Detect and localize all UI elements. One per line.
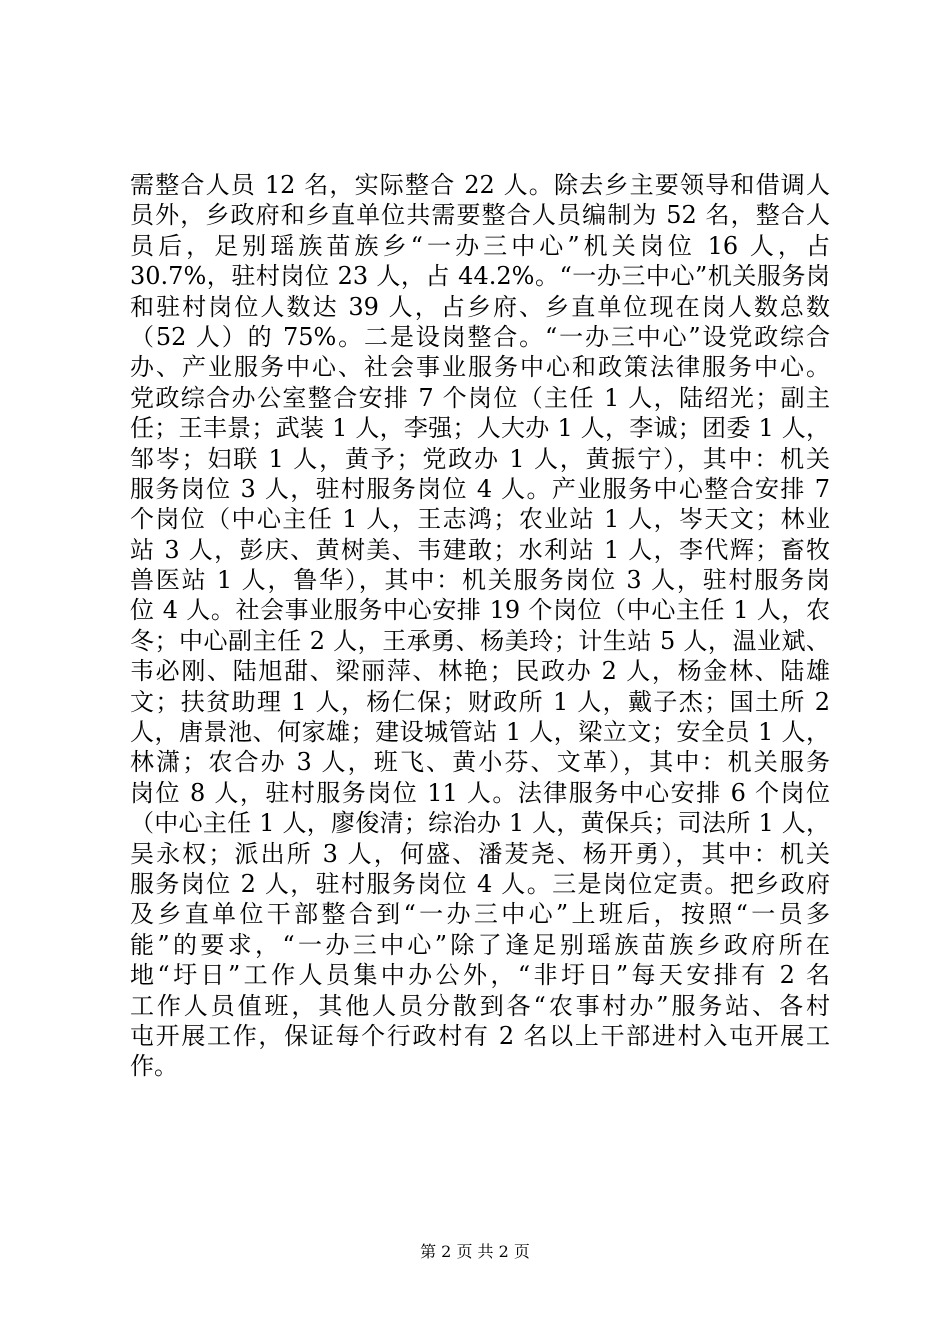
text-line: 岗位 8 人，驻村服务岗位 11 人。法律服务中心安排 6 个岗位 xyxy=(130,778,830,807)
text-line: 任；王丰景；武装 1 人，李强；人大办 1 人，李诚；团委 1 人， xyxy=(130,414,830,443)
text-line: 服务岗位 2 人，驻村服务岗位 4 人。三是岗位定责。把乡政府 xyxy=(130,869,830,898)
text-line: 30.7%，驻村岗位 23 人，占 44.2%。“一办三中心”机关服务岗 xyxy=(130,262,830,291)
text-line: 吴永权；派出所 3 人，何盛、潘茇尧、杨开勇），其中：机关 xyxy=(130,839,830,868)
page-footer: 第 2 页 共 2 页 xyxy=(420,1242,530,1261)
text-line: 服务岗位 3 人，驻村服务岗位 4 人。产业服务中心整合安排 7 xyxy=(130,474,830,503)
text-line: 及乡直单位干部整合到“一办三中心”上班后，按照“一员多 xyxy=(130,900,830,929)
body-paragraph xyxy=(130,170,830,1082)
text-line: 个岗位（中心主任 1 人，王志鸿；农业站 1 人，岑天文；林业 xyxy=(130,505,830,534)
text-line: 文；扶贫助理 1 人，杨仁保；财政所 1 人，戴子杰；国土所 2 xyxy=(130,687,830,716)
text-line: 作。 xyxy=(130,1052,178,1081)
text-line: 邹岑；妇联 1 人，黄予；党政办 1 人，黄振宁），其中：机关 xyxy=(130,444,830,473)
text-line: 位 4 人。社会事业服务中心安排 19 个岗位（中心主任 1 人，农 xyxy=(130,596,830,625)
text-line: 屯开展工作，保证每个行政村有 2 名以上干部进村入屯开展工 xyxy=(130,1021,830,1050)
text-line: （中心主任 1 人，廖俊清；综治办 1 人，黄保兵；司法所 1 人， xyxy=(130,809,830,838)
text-line: 工作人员值班，其他人员分散到各“农事村办”服务站、各村 xyxy=(130,991,830,1020)
text-line: 需整合人员 12 名，实际整合 22 人。除去乡主要领导和借调人 xyxy=(130,171,830,199)
text-line: 冬；中心副主任 2 人，王承勇、杨美玲；计生站 5 人，温业斌、 xyxy=(130,626,830,655)
text-line: 能”的要求，“一办三中心”除了逢足别瑶族苗族乡政府所在 xyxy=(130,930,830,959)
text-line: 员外，乡政府和乡直单位共需要整合人员编制为 52 名，整合人 xyxy=(130,201,830,230)
text-line: 党政综合办公室整合安排 7 个岗位（主任 1 人，陆绍光；副主 xyxy=(130,383,830,412)
text-line: 兽医站 1 人，鲁华），其中：机关服务岗位 3 人，驻村服务岗 xyxy=(130,566,830,595)
text-line: 办、产业服务中心、社会事业服务中心和政策法律服务中心。 xyxy=(130,353,830,382)
text-line: 站 3 人，彭庆、黄树美、韦建敢；水利站 1 人，李代辉；畜牧 xyxy=(130,535,830,564)
text-line: 林潇；农合办 3 人，班飞、黄小芬、文革），其中：机关服务 xyxy=(130,748,830,777)
text-line: 和驻村岗位人数达 39 人，占乡府、乡直单位现在岗人数总数 xyxy=(130,292,830,321)
text-line: 地“圩日”工作人员集中办公外，“非圩日”每天安排有 2 名 xyxy=(130,961,830,990)
text-line: （52 人）的 75%。二是设岗整合。“一办三中心”设党政综合 xyxy=(130,322,830,351)
text-line: 员后，足别瑶族苗族乡“一办三中心”机关岗位 16 人，占 xyxy=(130,231,830,260)
text-line: 人，唐景池、何家雄；建设城管站 1 人，梁立文；安全员 1 人， xyxy=(130,718,830,747)
text-line: 韦必刚、陆旭甜、梁丽萍、林艳；民政办 2 人，杨金林、陆雄 xyxy=(130,657,830,686)
